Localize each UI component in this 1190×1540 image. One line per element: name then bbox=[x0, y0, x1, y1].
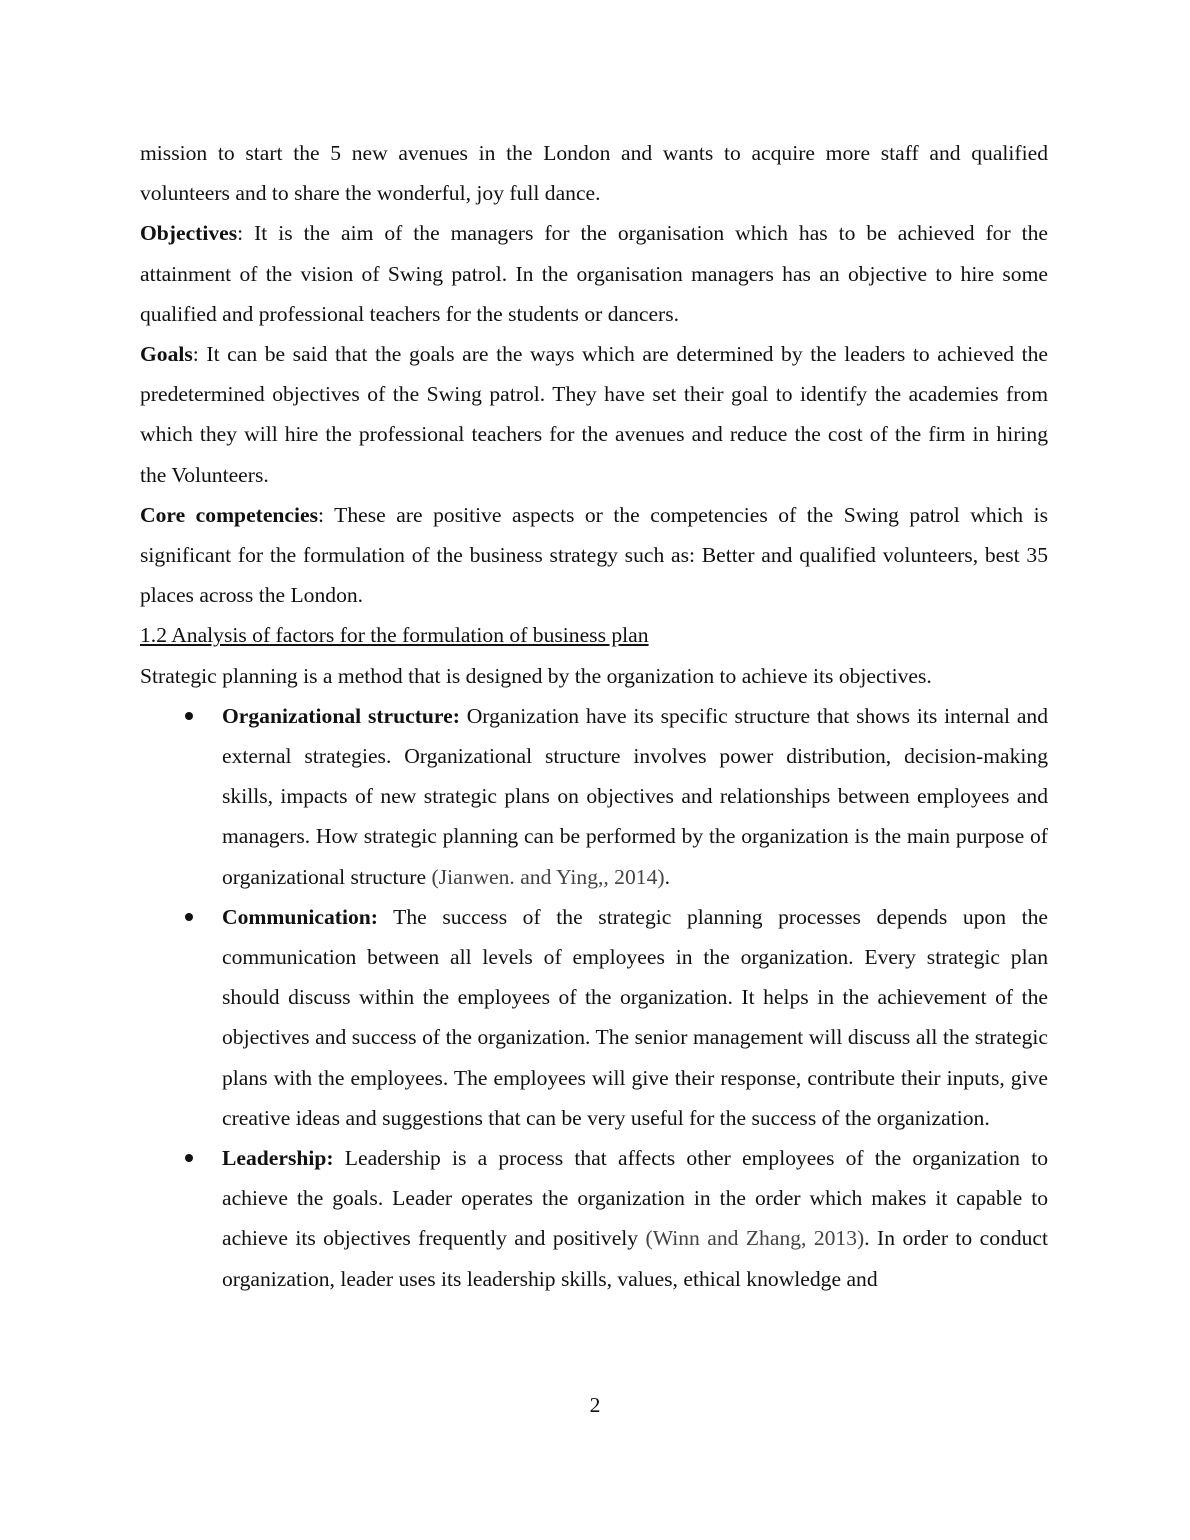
intro-paragraph bbox=[140, 133, 1048, 213]
page-number: 2 bbox=[589, 1393, 601, 1417]
list-item-text: Leadership is a process that affects other employees of the organization to achieve the goals. Leader operates the organization in the order which makes it capable to achieve its objectives frequently and positively bbox=[222, 1146, 1048, 1251]
list-item-text: The success of the strategic planning processes depends upon the communication between all levels of employees in the organization. Every strategic plan should discuss within the employees of the organization. It helps in the achievement of the objectives and success of the organization. The senior management will discuss all the strategic plans with the employees. The employees will give their response, contribute their inputs, give creative ideas and suggestions that can be very useful for the success of the organization. bbox=[222, 904, 1048, 1130]
goals-term: Goals bbox=[140, 342, 193, 367]
core-competencies-term: Core competencies bbox=[140, 502, 319, 527]
section-intro: Strategic planning is a method that is designed by the organization to achieve its objectives. bbox=[140, 663, 932, 688]
bullet-icon bbox=[185, 913, 193, 921]
citation: (Winn and Zhang, 2013) bbox=[645, 1226, 865, 1251]
list-item-term: Leadership: bbox=[222, 1146, 334, 1171]
list-item-text-end: . bbox=[664, 864, 670, 889]
core-competencies-text: : These are positive aspects or the competencies of the Swing patrol which is significant for the formulation of the business strategy such as: Better and qualified volunteers, best 35 places across the London. bbox=[140, 502, 1048, 608]
objectives-paragraph bbox=[140, 213, 1048, 334]
factors-list bbox=[140, 696, 1048, 1299]
bullet-icon bbox=[185, 1154, 193, 1162]
objectives-text: : It is the aim of the managers for the organisation which has to be achieved for the attainment of the vision of Swing patrol. In the organisation managers has an objective to hire some qualified and professional teachers for the students or dancers. bbox=[140, 221, 1048, 326]
core-competencies-paragraph bbox=[140, 495, 1048, 616]
objectives-term: Objectives bbox=[140, 221, 238, 246]
list-item-term: Organizational structure: bbox=[222, 703, 460, 728]
list-item-communication bbox=[222, 897, 1048, 1138]
section-heading: 1.2 Analysis of factors for the formulation of business plan bbox=[140, 623, 649, 648]
list-item-organizational-structure bbox=[222, 696, 1048, 897]
list-item-term: Communication: bbox=[222, 904, 378, 929]
list-item-leadership bbox=[222, 1138, 1048, 1299]
goals-text: : It can be said that the goals are the ways which are determined by the leaders to achieved the predetermined objectives of the Swing patrol. They have set their goal to identify the academies from which they will hire the professional teachers for the avenues and reduce the cost of the firm in hiring the Volunteers. bbox=[140, 342, 1048, 487]
bullet-icon bbox=[185, 712, 193, 720]
list-item-text-end: . In order to conduct organization, leader uses its leadership skills, values, ethical knowledge and bbox=[222, 1226, 1049, 1291]
document-body bbox=[140, 133, 1048, 1299]
goals-paragraph bbox=[140, 334, 1048, 495]
intro-text: mission to start the 5 new avenues in the London and wants to acquire more staff and qualified volunteers and to share the wonderful, joy full dance. bbox=[140, 141, 1048, 206]
list-item-text: Organization have its specific structure that shows its internal and external strategies. Organizational structure involves power distribution, decision-making skills, impacts of new strategic plans on objectives and relationships between employees and managers. How strategic planning can be performed by the organization is the main purpose of organizational structure bbox=[222, 703, 1048, 889]
citation: (Jianwen. and Ying,, 2014) bbox=[431, 864, 665, 889]
